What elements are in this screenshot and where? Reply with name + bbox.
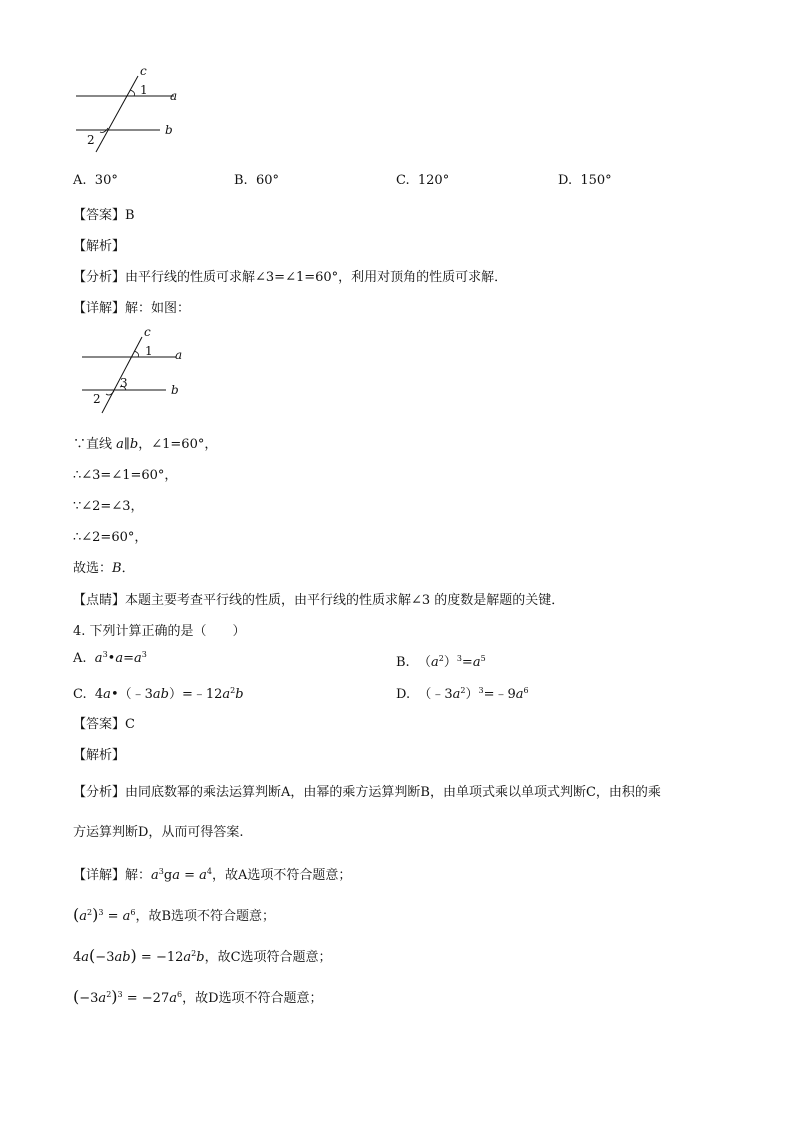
q3-step-1: ∵直线 a∥b，∠1=60°，: [73, 437, 218, 452]
q4-stem: 4. 下列计算正确的是（ ）: [73, 624, 246, 639]
label-angle-1: 1: [145, 344, 153, 358]
q3-analysis-tag: 【解析】: [73, 239, 126, 254]
q4-option-c: C. $4a•(﹣3ab)=﹣12a^2b$: [73, 686, 244, 702]
q3-choose: 故选：B．: [73, 561, 135, 576]
label-angle-3: 3: [120, 376, 128, 390]
q3-option-d: D. 150°: [558, 173, 612, 188]
label-b: b: [165, 123, 173, 137]
q3-dianjing: 【点睛】本题主要考查平行线的性质，由平行线的性质求解∠3 的度数是解题的关键．: [73, 593, 565, 608]
q4-detail-4: $(-3a^2)^3 = -27a^6$，故D选项不符合题意；: [73, 987, 323, 1006]
line-c: [96, 76, 138, 152]
label-b: b: [171, 383, 179, 397]
q3-detail: 【详解】解：如图：: [73, 301, 191, 316]
label-angle-2: 2: [87, 133, 95, 147]
label-angle-1: 1: [140, 83, 148, 97]
q3-answer: 【答案】B: [73, 208, 135, 223]
q3-option-a: A. 30°: [73, 173, 118, 188]
label-c: c: [140, 64, 147, 78]
label-a: a: [175, 348, 183, 362]
q3-step-4: ∴∠2=60°，: [73, 530, 148, 545]
parallel-lines-figure-1: [70, 64, 200, 154]
q3-option-b: B. 60°: [234, 173, 279, 188]
q4-detail-1: 【详解】解：$a^3ga = a^4$，故A选项不符合题意；: [73, 867, 352, 883]
label-c: c: [144, 325, 151, 339]
q4-detail-3: $4a(-3ab) = -12a^2b$，故C选项符合题意；: [73, 946, 332, 965]
q4-option-a: A. $a^3•a=a^3$: [73, 650, 147, 666]
q3-option-c: C. 120°: [396, 173, 450, 188]
label-angle-2: 2: [93, 392, 101, 406]
q4-fenxi-line-1: 【分析】由同底数幂的乘法运算判断A，由幂的乘方运算判断B，由单项式乘以单项式判断C，由积的乘: [73, 785, 661, 800]
q4-option-d: D. $(﹣3a^2)^3=﹣9a^6$: [396, 686, 529, 702]
q4-detail-2: $(a^2)^3 = a^6$，故B选项不符合题意；: [73, 905, 276, 924]
parallel-lines-figure-2: [76, 325, 206, 415]
label-a: a: [170, 89, 178, 103]
q4-answer: 【答案】C: [73, 717, 135, 732]
q4-fenxi-line-2: 方运算判断D，从而可得答案.: [73, 825, 244, 840]
line-c: [102, 337, 142, 413]
q3-step-2: ∴∠3=∠1=60°，: [73, 468, 178, 483]
q4-analysis-tag: 【解析】: [73, 748, 126, 763]
angle-1-arc: [130, 90, 135, 96]
q3-fenxi: 【分析】由平行线的性质可求解∠3=∠1=60°，利用对顶角的性质可求解．: [73, 270, 508, 285]
q3-step-3: ∵∠2=∠3，: [73, 499, 144, 514]
q4-option-b: B. $(a^2)^3=a^5$: [396, 654, 486, 670]
